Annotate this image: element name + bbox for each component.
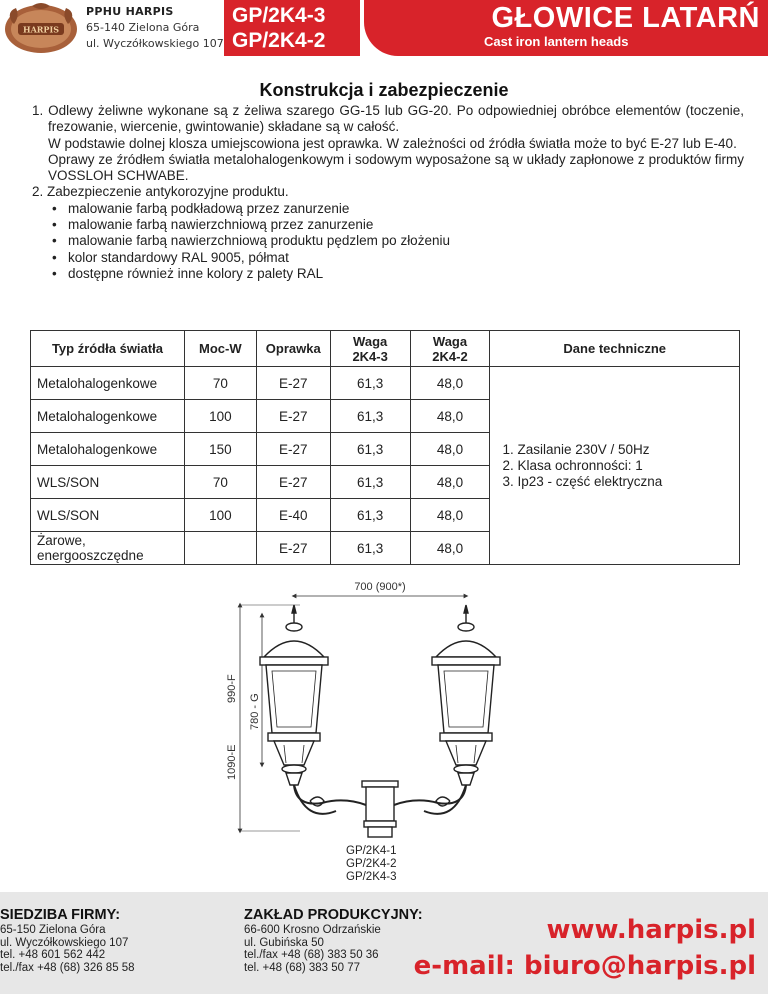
hq-info bbox=[0, 906, 135, 974]
cell-weight-3: 61,3 bbox=[330, 466, 410, 499]
cell-type: Metalohalogenkowe bbox=[31, 367, 185, 400]
cell-power: 150 bbox=[184, 433, 256, 466]
cell-weight-2: 48,0 bbox=[410, 367, 490, 400]
left-lantern bbox=[260, 605, 328, 785]
hq-line: ul. Wyczółkowskiego 107 bbox=[0, 936, 129, 949]
plant-info bbox=[244, 906, 423, 974]
company-address-line1: 65-140 Zielona Góra bbox=[86, 21, 200, 34]
cell-weight-3: 61,3 bbox=[330, 433, 410, 466]
table-header-row bbox=[31, 331, 740, 367]
header-socket: Oprawka bbox=[256, 331, 330, 367]
cell-tech-data bbox=[490, 367, 740, 565]
footer bbox=[0, 892, 768, 994]
section-title: Konstrukcja i zabezpieczenie bbox=[259, 80, 509, 100]
product-banner bbox=[364, 0, 768, 56]
list-item: • dostępne również inne kolory z palety RAL bbox=[52, 266, 744, 282]
cell-power bbox=[184, 532, 256, 565]
cell-weight-3: 61,3 bbox=[330, 532, 410, 565]
protection-list bbox=[32, 201, 744, 282]
spec-table bbox=[30, 330, 740, 565]
company-info bbox=[86, 4, 224, 52]
header-weight-2-a: Waga bbox=[432, 333, 468, 349]
cell-power: 70 bbox=[184, 466, 256, 499]
cell-socket: E-27 bbox=[256, 367, 330, 400]
header-weight-2 bbox=[410, 331, 490, 367]
header-weight-3 bbox=[330, 331, 410, 367]
width-dimension bbox=[294, 581, 466, 596]
model-label: GP/2K4-2 bbox=[346, 858, 397, 870]
model-code-2: GP/2K4-2 bbox=[232, 29, 326, 52]
paragraph-socket: W podstawie dolnej klosza umiejscowiona jest oprawka. W zależności od źródła światła może to być E-27 lub E-40. bbox=[48, 135, 737, 151]
model-banner bbox=[224, 0, 360, 56]
plant-line: tel./fax +48 (68) 383 50 36 bbox=[244, 949, 379, 961]
plant-line: 66-600 Krosno Odrzańskie bbox=[244, 924, 381, 936]
header-tech: Dane techniczne bbox=[490, 331, 740, 367]
cell-weight-3: 61,3 bbox=[330, 400, 410, 433]
table-row bbox=[31, 367, 740, 400]
model-label: GP/2K4-3 bbox=[346, 871, 397, 883]
model-code-1: GP/2K4-3 bbox=[232, 4, 326, 27]
tech-line: 2. Klasa ochronności: 1 bbox=[502, 457, 643, 473]
cell-type-line1: Żarowe, bbox=[37, 533, 86, 548]
header-weight-3-b: 2K4-3 bbox=[352, 348, 388, 364]
header-power: Moc-W bbox=[184, 331, 256, 367]
harpis-logo bbox=[2, 2, 80, 56]
list-item: • kolor standardowy RAL 9005, półmat bbox=[52, 250, 744, 266]
header-weight-2-b: 2K4-2 bbox=[432, 348, 468, 364]
email-link[interactable]: e-mail: biuro@harpis.pl bbox=[413, 951, 756, 981]
cell-weight-3: 61,3 bbox=[330, 499, 410, 532]
company-address-line2: ul. Wyczółkowskiego 107 bbox=[86, 37, 224, 50]
cell-socket: E-27 bbox=[256, 433, 330, 466]
cell-socket: E-40 bbox=[256, 499, 330, 532]
web-contact bbox=[414, 912, 756, 984]
header bbox=[0, 0, 768, 58]
cell-type: WLS/SON bbox=[31, 499, 185, 532]
header-weight-3-a: Waga bbox=[353, 333, 388, 349]
hq-line: tel. +48 601 562 442 bbox=[0, 949, 106, 961]
cell-weight-2: 48,0 bbox=[410, 532, 490, 565]
cell-weight-2: 48,0 bbox=[410, 499, 490, 532]
model-list bbox=[346, 845, 397, 884]
height-f-label: 990-F bbox=[226, 674, 238, 703]
width-dim-label: 700 (900*) bbox=[354, 581, 406, 593]
right-lantern bbox=[432, 605, 500, 785]
hq-line: tel./fax +48 (68) 326 85 58 bbox=[0, 961, 135, 974]
cell-socket: E-27 bbox=[256, 532, 330, 565]
plant-title: ZAKŁAD PRODUKCYJNY: bbox=[244, 907, 423, 923]
cell-type: Metalohalogenkowe bbox=[31, 433, 185, 466]
paragraph-protection: 2. Zabezpieczenie antykorozyjne produktu. bbox=[32, 184, 289, 200]
cell-type: Metalohalogenkowe bbox=[31, 400, 185, 433]
plant-line: ul. Gubińska 50 bbox=[244, 936, 324, 949]
hq-title: SIEDZIBA FIRMY: bbox=[0, 907, 121, 923]
tech-line: 1. Zasilanie 230V / 50Hz bbox=[502, 441, 650, 457]
cell-weight-2: 48,0 bbox=[410, 433, 490, 466]
cell-type: WLS/SON bbox=[31, 466, 185, 499]
cell-weight-3: 61,3 bbox=[330, 367, 410, 400]
product-title: GŁOWICE LATARŃ bbox=[491, 2, 760, 34]
cell-power: 70 bbox=[184, 367, 256, 400]
cell-weight-2: 48,0 bbox=[410, 466, 490, 499]
cell-power: 100 bbox=[184, 499, 256, 532]
model-label: GP/2K4-1 bbox=[346, 845, 397, 857]
tech-line: 3. Ip23 - część elektryczna bbox=[502, 473, 663, 489]
height-e-label: 1090-E bbox=[226, 744, 238, 780]
cell-type bbox=[31, 532, 185, 565]
paragraph-ignition: Oprawy ze źródłem światła metalohalogenkowym i sodowym wyposażone są w układy zapłonowe z produktów firmy VOSSLOH SCHWABE. bbox=[48, 151, 744, 184]
cell-weight-2: 48,0 bbox=[410, 400, 490, 433]
cell-socket: E-27 bbox=[256, 400, 330, 433]
logo-text: HARPIS bbox=[23, 24, 59, 35]
paragraph-castings: 1. Odlewy żeliwne wykonane są z żeliwa szarego GG-15 lub GG-20. Po odpowiedniej obróbce elementów (toczenie, frezowanie, wiercenie, gwintowanie) składane są w całość. bbox=[32, 103, 744, 135]
list-item: • malowanie farbą podkładową przez zanurzenie bbox=[52, 201, 744, 217]
header-type: Typ źródła światła bbox=[31, 331, 185, 367]
center-post bbox=[362, 781, 398, 837]
product-subtitle: Cast iron lantern heads bbox=[484, 34, 629, 49]
cell-power: 100 bbox=[184, 400, 256, 433]
height-g-label: 780 - G bbox=[249, 693, 261, 730]
website-link[interactable]: www.harpis.pl bbox=[546, 915, 756, 945]
construction-text bbox=[32, 103, 744, 282]
company-name: PPHU HARPIS bbox=[86, 5, 174, 18]
cell-socket: E-27 bbox=[256, 466, 330, 499]
plant-line: tel. +48 (68) 383 50 77 bbox=[244, 961, 361, 974]
cell-type-line2: energooszczędne bbox=[37, 548, 144, 563]
list-item: • malowanie farbą nawierzchniową przez zanurzenie bbox=[52, 217, 744, 233]
list-item: • malowanie farbą nawierzchniową produktu pędzlem po złożeniu bbox=[52, 233, 744, 249]
hq-line: 65-150 Zielona Góra bbox=[0, 924, 106, 936]
